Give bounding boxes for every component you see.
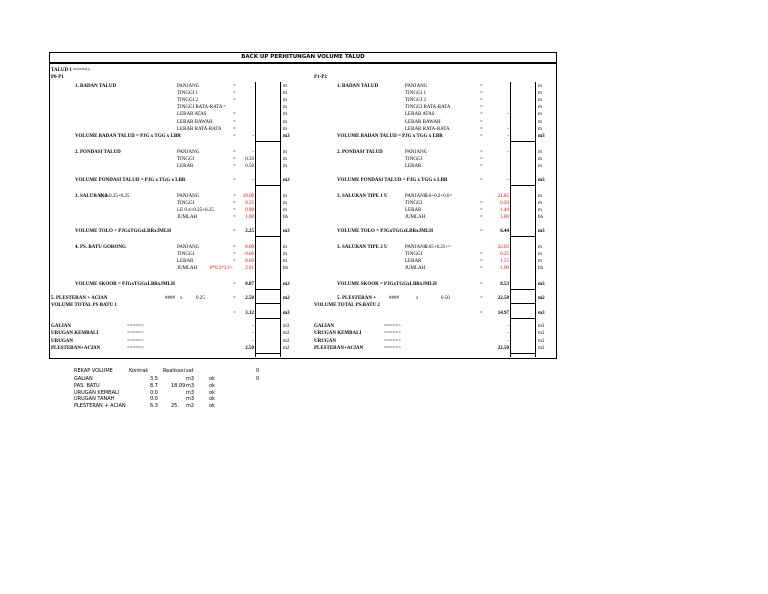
- right-pondasi-equals: =: [480, 150, 483, 155]
- left-saluran-equals: =: [233, 215, 236, 221]
- right-saluran-label: JUMLAH: [405, 215, 426, 221]
- right-badan-label: LEBAR RATA-RATA: [405, 126, 450, 132]
- right-badan-value: -: [507, 126, 509, 132]
- left-badan-label: LEBAR BAWAH: [177, 119, 213, 125]
- right-pondasi-equals: =: [480, 157, 483, 163]
- left-pondasi-unit: m: [283, 164, 287, 170]
- right-badan-volume-unit: m3: [538, 134, 545, 139]
- right-total-unit: m3: [538, 311, 545, 316]
- rekap-row-sat: m2: [186, 403, 195, 410]
- left-plester-mid: ####: [165, 296, 175, 301]
- left-saluran-value: 0.90: [245, 208, 254, 214]
- left-total-value: 3.12: [245, 311, 254, 316]
- right-saluran-volume-unit: m3: [538, 229, 545, 234]
- left-summary-value: -: [252, 338, 254, 344]
- rekap-row-ok: ok: [209, 403, 215, 410]
- left-pondasi-unit: m: [283, 150, 287, 155]
- right-saluran2-unit: m: [538, 252, 542, 258]
- right-plester-heading: 5. PLESTERAN +: [337, 296, 377, 301]
- left-saluran-volume-value: 2.25: [245, 229, 254, 234]
- right-saluran-unit: m: [538, 201, 542, 207]
- right-saluran-label: LEBAR: [405, 208, 422, 214]
- right-saluran-label: PANJANG: [405, 194, 428, 199]
- right-saluran-formula: 0.6+0.2+0.6=: [425, 194, 453, 199]
- right-saluran-volume-underline: [511, 236, 536, 237]
- left-badan-equals: =: [233, 84, 236, 89]
- left-saluran-value: 1.00: [245, 215, 254, 221]
- left-badan-unit: m: [283, 91, 287, 97]
- rekap-row-kontrak: 3.5: [150, 376, 158, 382]
- rekap-row-label: URUGAN TANAH: [74, 396, 115, 403]
- left-badan-volume-value: -: [252, 134, 254, 139]
- left-badan-volume-unit: m3: [283, 134, 290, 139]
- left-pondasi-label: TINGGI: [177, 157, 195, 163]
- left-summary-arrow: =====>: [127, 345, 144, 351]
- right-summary-underline: [511, 353, 536, 354]
- right-summary-value: -: [507, 331, 509, 337]
- left-saluran-value: 0.25: [245, 201, 254, 207]
- right-summary-label: PLESTERAN+ACIAN: [314, 345, 364, 351]
- right-badan-unit: m: [538, 126, 542, 132]
- rekap-col-sat: sat: [186, 368, 194, 374]
- rekap-row-kontrak: 0.0: [150, 389, 158, 396]
- right-saluran-volume-value: 6.44: [500, 229, 509, 234]
- right-saluran2-value: 0.25: [500, 252, 509, 258]
- right-summary-arrow: =====>: [384, 324, 401, 329]
- right-summary-value: -: [507, 324, 509, 329]
- right-badan-value: -: [507, 112, 509, 118]
- left-badan-equals: =: [233, 126, 236, 132]
- left-pondasi-volume-underline: [256, 185, 281, 186]
- left-saluran-label: PANJANG: [177, 194, 200, 199]
- left-summary-unit: m3: [283, 324, 290, 329]
- right-badan-heading: 1. BADAN TALUD: [337, 84, 379, 89]
- right-total-equals: =: [480, 311, 483, 316]
- right-summary-unit: m3: [538, 331, 545, 337]
- left-badan-volume-equals: =: [233, 134, 236, 139]
- left-badan-equals: =: [233, 119, 236, 125]
- left-saluran-unit: m: [283, 201, 287, 207]
- left-batu-note: 8*0.5*3.1=: [210, 266, 233, 272]
- left-pondasi-volume-label: VOLUME PONDASI TALUD = PJG x TGG x LBR: [75, 178, 186, 183]
- left-pondasi-label: LEBAR: [177, 164, 194, 170]
- right-saluran2-label: TINGGI: [405, 252, 423, 258]
- rekap-heading: REKAP VOLUME: [74, 368, 113, 374]
- left-saluran-volume-underline: [256, 236, 281, 237]
- left-plester-underline: [256, 303, 281, 304]
- left-plester-x: x: [180, 296, 183, 301]
- rekap-row-realisasi: 25.: [171, 403, 179, 410]
- left-plester-equals: =: [233, 296, 236, 301]
- left-badan-unit: m: [283, 98, 287, 104]
- left-badan-unit: m: [283, 126, 287, 132]
- rekap-row-sat: m3: [186, 389, 195, 396]
- right-badan-label: LEBAR ATAS: [405, 112, 435, 118]
- left-saluran-unit: m: [283, 208, 287, 214]
- right-badan-label: LEBAR BAWAH: [405, 119, 441, 125]
- left-plester-unit: m2: [283, 296, 290, 301]
- left-pondasi-label: PANJANG: [177, 150, 200, 155]
- left-saluran-equals: =: [233, 201, 236, 207]
- right-saluran-label: TINGGI: [405, 201, 423, 207]
- right-badan-equals: =: [480, 91, 483, 97]
- left-badan-unit: m: [283, 119, 287, 125]
- right-saluran2-equals: =: [480, 252, 483, 258]
- right-plester-unit: m2: [538, 296, 545, 301]
- right-plester-value: 22.50: [497, 296, 509, 301]
- left-pondasi-equals: =: [233, 164, 236, 170]
- left-badan-unit: m: [283, 105, 287, 111]
- left-badan-equals: =: [233, 112, 236, 118]
- left-summary-unit: m3: [283, 331, 290, 337]
- right-total-value: 14.97: [497, 311, 509, 316]
- right-total-label: VOLUME TOTAL PS.BATU 2: [314, 303, 380, 308]
- left-summary-label: GALIAN: [51, 324, 72, 329]
- right-plester-mid: ####: [389, 296, 399, 301]
- left-saluran-unit: m: [283, 194, 287, 199]
- right-total-underline: [511, 318, 536, 319]
- right-saluran2-equals: =: [480, 259, 483, 265]
- right-saluran2-value: 1.55: [500, 259, 509, 265]
- left-total-underline: [256, 318, 281, 319]
- left-summary-value: -: [252, 331, 254, 337]
- right-badan-unit: m: [538, 112, 542, 118]
- right-pondasi-unit: m: [538, 164, 542, 170]
- right-saluran2-volume-value: 8.53: [500, 282, 509, 287]
- left-summary-arrow: =====>: [127, 331, 144, 337]
- right-plester-x: x: [416, 296, 419, 301]
- left-batu-equals: =: [233, 259, 236, 265]
- right-saluran-heading: 3. SALURAN TIPE 1 U: [337, 194, 388, 199]
- right-saluran2-heading: 3. SALURAN TIPE 2 U: [337, 245, 388, 250]
- left-plester-heading: 5. PLESTERAN + ACIAN: [51, 296, 108, 301]
- right-sub-label: P1-P2: [314, 75, 327, 80]
- right-saluran-value: 21.85: [497, 194, 509, 199]
- left-total-label: VOLUME TOTAL PS BATU 1: [51, 303, 117, 308]
- rekap-row-sat: m3: [186, 382, 195, 389]
- left-batu-label: LEBAR: [177, 259, 194, 265]
- left-batu-label: TINGGI: [177, 252, 195, 258]
- right-saluran2-value: 22.05: [497, 245, 509, 250]
- right-saluran-unit: m: [538, 208, 542, 214]
- left-badan-label: TINGGI RATA-RATA =: [177, 105, 227, 111]
- right-saluran-volume-label: VOLUME TOLO = PJGxTGGxLBRxJMLH: [337, 229, 434, 234]
- right-pondasi-label: PANJANG: [405, 150, 428, 155]
- left-batu-value: 8.00: [245, 245, 254, 250]
- left-saluran-volume-label: VOLUME TOLO = PJGxTGGxLBRxJMLH: [75, 229, 172, 234]
- rekap-row-label: PAS. BATU: [74, 382, 100, 389]
- left-badan-label: LEBAR ATAS: [177, 112, 207, 118]
- left-summary-underline: [256, 353, 281, 354]
- left-badan-label: TINGGI 2: [177, 98, 198, 104]
- left-summary-label: PLESTERAN+ACIAN: [51, 345, 101, 351]
- right-badan-equals: =: [480, 119, 483, 125]
- right-pondasi-volume-label: VOLUME PONDASI TALUD = PJG x TGG x LBR: [337, 178, 448, 183]
- rekap-row-label: GALIAN: [74, 376, 93, 382]
- left-batu-volume-equals: =: [233, 282, 236, 287]
- right-summary-arrow: =====>: [384, 345, 401, 351]
- talud-label: TALUD 1 =====>: [51, 68, 91, 73]
- left-values-column-left: [255, 82, 256, 357]
- right-saluran2-value: 1.00: [500, 266, 509, 272]
- rekap-side-value: 0: [256, 376, 260, 382]
- right-pondasi-volume-underline: [511, 185, 536, 186]
- right-saluran2-volume-underline: [511, 289, 536, 290]
- right-badan-label: TINGGI RATA-RATA: [405, 105, 451, 111]
- left-saluran-label: LE 0.4+0.25+0.25: [177, 208, 214, 214]
- rekap-side-value: 0: [256, 368, 260, 374]
- left-saluran-equals: =: [233, 194, 236, 199]
- sheet-title: BACK UP PERHITUNGAN VOLUME TALUD: [49, 52, 557, 63]
- left-pondasi-equals: =: [233, 150, 236, 155]
- rekap-row-kontrak: 0.0: [150, 396, 158, 403]
- left-saluran-formula: 0.4+0.25+0.25: [100, 194, 130, 199]
- right-saluran-value: 1.40: [500, 208, 509, 214]
- left-pondasi-volume-unit: m3: [283, 178, 290, 183]
- rekap-row-kontrak: 8.7: [150, 382, 158, 389]
- left-batu-value: 0.60: [245, 259, 254, 265]
- left-batu-volume-unit: m3: [283, 282, 290, 287]
- right-pondasi-label: TINGGI: [405, 157, 423, 163]
- left-batu-unit: bh: [283, 266, 288, 272]
- right-summary-label: GALIAN: [314, 324, 335, 329]
- right-saluran2-label: JUMLAH: [405, 266, 426, 272]
- right-saluran-equals: =: [480, 208, 483, 214]
- left-saluran-heading: 3. SALURAN L: [75, 194, 109, 199]
- left-pondasi-volume-value: -: [252, 178, 254, 183]
- right-summary-arrow: =====>: [384, 331, 401, 337]
- left-badan-equals: =: [233, 98, 236, 104]
- right-plester-factor: 0.50: [441, 296, 450, 301]
- right-saluran2-volume-label: VOLUME SKOOR = PJGxTGGxLBRxJMLH: [337, 282, 437, 287]
- right-badan-volume-label: VOLUME BADAN TALUD = PJG x TGG x LBR: [337, 134, 443, 139]
- right-badan-unit: m: [538, 84, 542, 89]
- right-saluran2-unit: m: [538, 245, 542, 250]
- left-badan-equals: =: [233, 91, 236, 97]
- rekap-row-ok: ok: [209, 389, 215, 396]
- left-batu-volume-label: VOLUME SKOOR = PJGxTGGxLBRxJMLH: [75, 282, 175, 287]
- left-plester-factor: 0.25: [196, 296, 205, 301]
- left-pondasi-volume-equals: =: [233, 178, 236, 183]
- left-summary-label: URUGAN: [51, 338, 73, 344]
- left-values-column-right: [280, 82, 281, 357]
- right-saluran-equals: =: [480, 215, 483, 221]
- right-badan-equals: =: [480, 126, 483, 132]
- left-pondasi-value: 0.50: [245, 164, 254, 170]
- right-pondasi-volume-equals: =: [480, 178, 483, 183]
- right-saluran2-unit: bh: [538, 266, 543, 272]
- left-batu-equals: =: [233, 252, 236, 258]
- left-saluran-unit: bh: [283, 215, 288, 221]
- right-pondasi-value: -: [507, 150, 509, 155]
- right-pondasi-unit: m: [538, 157, 542, 163]
- right-values-column-left: [510, 82, 511, 357]
- left-batu-equals: =: [233, 245, 236, 250]
- rekap-row-ok: ok: [209, 376, 215, 382]
- left-total-unit: m3: [283, 311, 290, 316]
- left-badan-label: PANJANG: [177, 84, 200, 89]
- left-badan-unit: m: [283, 84, 287, 89]
- right-summary-label: URUGAN KEMBALI: [314, 331, 362, 337]
- right-saluran-volume-equals: =: [480, 229, 483, 234]
- left-saluran-volume-equals: =: [233, 229, 236, 234]
- rekap-row-realisasi: 18.09: [171, 382, 186, 389]
- right-summary-unit: m3: [538, 324, 545, 329]
- left-pondasi-value: -: [252, 150, 254, 155]
- right-saluran-value: 1.00: [500, 215, 509, 221]
- left-saluran-equals: =: [233, 208, 236, 214]
- left-pondasi-equals: =: [233, 157, 236, 163]
- right-badan-equals: =: [480, 98, 483, 104]
- left-batu-value: 0.60: [245, 252, 254, 258]
- left-saluran-volume-unit: m3: [283, 229, 290, 234]
- left-batu-value: 2.01: [245, 266, 254, 272]
- right-pondasi-label: LEBAR: [405, 164, 422, 170]
- right-badan-equals: =: [480, 112, 483, 118]
- left-pondasi-value: 0.50: [245, 157, 254, 163]
- right-saluran-unit: bh: [538, 215, 543, 221]
- rekap-col-realisasi: Realisasi: [163, 368, 185, 374]
- right-saluran2-volume-unit: m3: [538, 282, 545, 287]
- right-saluran2-unit: m: [538, 259, 542, 265]
- right-badan-unit: m: [538, 119, 542, 125]
- rekap-col-kontrak: Kontrak: [129, 368, 149, 374]
- left-plester-value: 2.50: [245, 296, 254, 301]
- right-badan-volume-underline: [511, 141, 536, 142]
- right-badan-label: TINGGI 2: [405, 98, 426, 104]
- left-badan-heading: 1. BADAN TALUD: [75, 84, 117, 89]
- right-badan-label: TINGGI 1: [405, 91, 426, 97]
- left-badan-unit: m: [283, 112, 287, 118]
- right-pondasi-volume-unit: m3: [538, 178, 545, 183]
- right-saluran2-label: LEBAR: [405, 259, 422, 265]
- left-badan-label: LEBAR RATA-RATA: [177, 126, 222, 132]
- right-saluran-equals: =: [480, 201, 483, 207]
- right-saluran2-equals: =: [480, 266, 483, 272]
- left-batu-label: JUMLAH: [177, 266, 198, 272]
- left-batu-volume-underline: [256, 289, 281, 290]
- right-saluran-value: 0.20: [500, 201, 509, 207]
- left-batu-unit: m: [283, 259, 287, 265]
- left-saluran-label: TINGGI: [177, 201, 195, 207]
- rekap-row-kontrak: 6.3: [150, 403, 158, 410]
- left-batu-heading: 4. PS. BATU GORONG: [75, 245, 126, 250]
- left-sub-label: P0-P1: [51, 75, 64, 80]
- right-badan-unit: m: [538, 91, 542, 97]
- right-pondasi-unit: m: [538, 150, 542, 155]
- right-summary-value: -: [507, 338, 509, 344]
- right-summary-value: 22.50: [497, 345, 509, 351]
- right-values-column-right: [535, 82, 536, 357]
- left-badan-volume-label: VOLUME BADAN TALUD = PJG x TGG x LBR: [75, 134, 181, 139]
- left-total-equals: =: [233, 311, 236, 316]
- left-badan-volume-underline: [256, 141, 281, 142]
- right-pondasi-volume-value: -: [507, 178, 509, 183]
- right-pondasi-heading: 2. PONDASI TALUD: [337, 150, 383, 155]
- right-badan-label: PANJANG: [405, 84, 428, 89]
- right-saluran2-label: PANJANG: [405, 245, 428, 250]
- right-saluran2-formula: 0.65+0.25+=: [425, 245, 451, 250]
- right-saluran-unit: m: [538, 194, 542, 199]
- rekap-row-ok: ok: [209, 396, 215, 403]
- left-pondasi-unit: m: [283, 157, 287, 163]
- right-badan-volume-equals: =: [480, 134, 483, 139]
- left-pondasi-heading: 2. PONDASI TALUD: [75, 150, 121, 155]
- left-summary-label: URUGAN KEMBALI: [51, 331, 99, 337]
- right-badan-volume-value: -: [507, 134, 509, 139]
- left-summary-value: -: [252, 324, 254, 329]
- left-batu-volume-value: 8.87: [245, 282, 254, 287]
- right-badan-equals: =: [480, 84, 483, 89]
- right-pondasi-equals: =: [480, 164, 483, 170]
- rekap-row-ok: ok: [209, 382, 215, 389]
- left-summary-value: 2.50: [245, 345, 254, 351]
- left-summary-arrow: =====>: [127, 338, 144, 344]
- right-saluran2-volume-equals: =: [480, 282, 483, 287]
- left-summary-unit: m3: [283, 338, 290, 344]
- rekap-row-label: PLESTERAN + ACIAN: [74, 403, 126, 410]
- rekap-row-label: URUGAN KEMBALI: [74, 389, 120, 396]
- right-plester-equals: =: [480, 296, 483, 301]
- left-summary-arrow: =====>: [127, 324, 144, 329]
- left-batu-unit: m: [283, 252, 287, 258]
- left-summary-unit: m2: [283, 345, 290, 351]
- left-batu-label: PANJANG: [177, 245, 200, 250]
- right-plester-underline: [511, 303, 536, 304]
- right-badan-unit: m: [538, 98, 542, 104]
- rekap-row-sat: m3: [186, 396, 195, 403]
- right-badan-unit: m: [538, 105, 542, 111]
- left-badan-label: TINGGI 1: [177, 91, 198, 97]
- right-badan-equals: =: [480, 105, 483, 111]
- right-summary-unit: m3: [538, 338, 545, 344]
- rekap-row-sat: m3: [186, 376, 195, 382]
- right-summary-unit: m2: [538, 345, 545, 351]
- right-summary-arrow: =====>: [384, 338, 401, 344]
- left-saluran-value: 10.00: [242, 194, 254, 199]
- left-saluran-label: JUMLAH: [177, 215, 198, 221]
- left-batu-unit: m: [283, 245, 287, 250]
- right-summary-label: URUGAN: [314, 338, 336, 344]
